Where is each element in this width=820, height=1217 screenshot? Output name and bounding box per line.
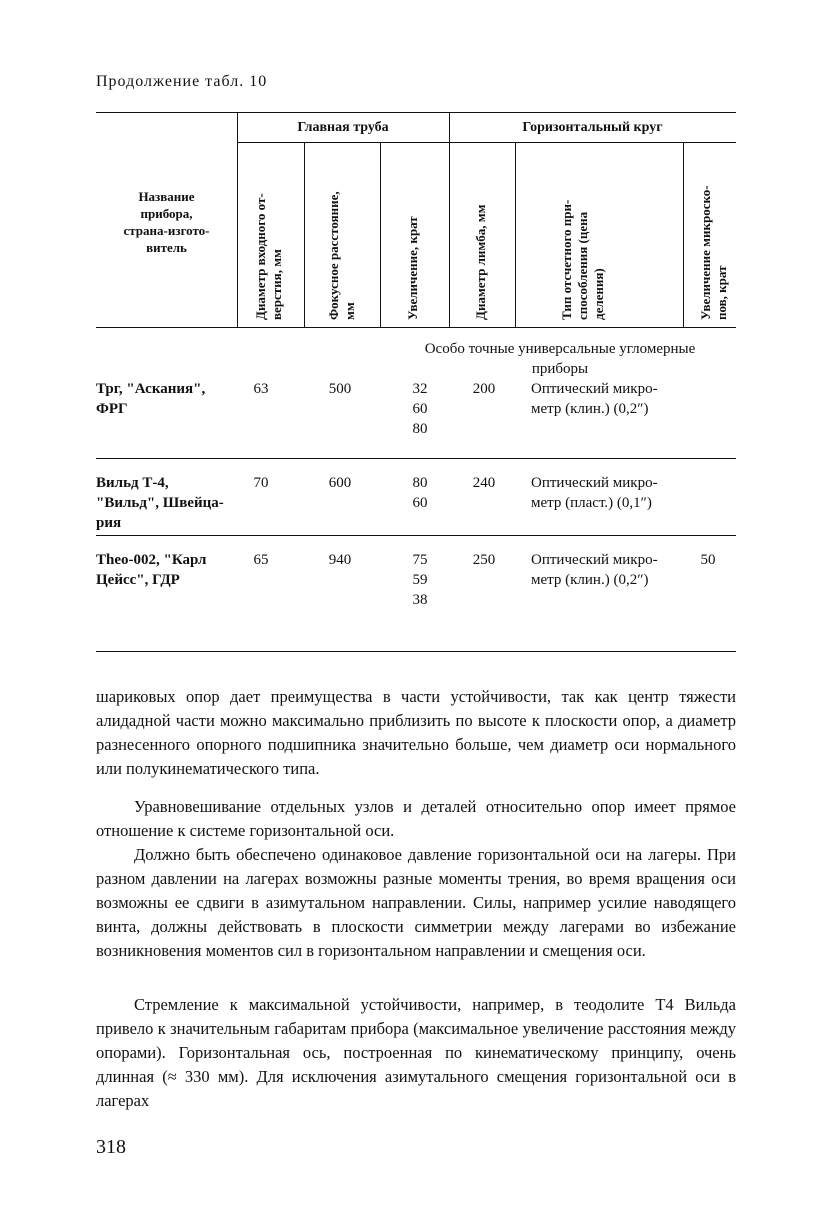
table-section-title: Особо точные универсальные угломерные приборы xyxy=(424,341,696,377)
row-rule-1 xyxy=(96,458,736,459)
table-row-2-limb: 240 xyxy=(472,475,496,491)
table-row-2-focal: 600 xyxy=(328,475,352,491)
col-divider xyxy=(304,142,305,327)
page-header: Продолжение табл. 10 xyxy=(96,73,268,90)
table-row-2-instrument: Вильд Т-4, "Вильд", Швейца- рия xyxy=(96,475,224,531)
table-row-1-aperture: 63 xyxy=(253,381,269,397)
table-row-3-microscope: 50 xyxy=(700,552,716,568)
col-divider xyxy=(515,142,516,327)
table-row-3-aperture: 65 xyxy=(253,552,269,568)
column-header-reading-device: Тип отсчетного при- способления (цена деления) xyxy=(559,199,606,320)
table-row-2-magnification: 80 60 xyxy=(412,475,428,511)
column-header-microscope-magnification: Увеличение микроско- пов, крат xyxy=(698,185,729,320)
table-row-1-instrument: Трг, "Аскания", ФРГ xyxy=(96,381,206,417)
table-row-1-magnification: 32 60 80 xyxy=(412,381,428,437)
table-row-1-limb: 200 xyxy=(472,381,496,397)
table-top-rule xyxy=(96,112,736,113)
table-row-2-aperture: 70 xyxy=(253,475,269,491)
table-bottom-rule xyxy=(96,651,736,652)
paragraph-4: Стремление к максимальной устойчивости, например, в теодолите Т4 Вильда привело к значительным габаритам прибора (максимальное увеличение расстояния между опорами). Горизонтальная ось, построенная по кинематическому принципу, очень длинная (≈ 330 мм). Для исключения азимутального смещения горизонтальной оси в лагерах xyxy=(96,995,736,1110)
column-header-aperture-diameter: Диаметр входного от- верстия, мм xyxy=(253,193,284,320)
col-divider xyxy=(237,112,238,327)
group-rule xyxy=(237,142,736,143)
table-row-3-focal: 940 xyxy=(328,552,352,568)
paragraph-3: Должно быть обеспечено одинаковое давление горизонтальной оси на лагеры. При разном давлении на лагерах возможны разные моменты трения, во время вращения оси возможны ее сдвиги в азимутальном направлении. Силы, например усилие наводящего винта, должны действовать в плоскости симметрии между лагерами во избежание возникновения моментов сил в горизонтальном направлении и смещения оси. xyxy=(96,845,736,960)
table-row-2-reading: Оптический микро- метр (пласт.) (0,1″) xyxy=(531,475,658,511)
table-row-3-magnification: 75 59 38 xyxy=(412,552,428,608)
column-header-limb-diameter: Диаметр лимба, мм xyxy=(473,204,488,320)
column-header-focal-length: Фокусное расстояние, мм xyxy=(326,191,357,320)
row-rule-2 xyxy=(96,535,736,536)
col-divider xyxy=(683,142,684,327)
paragraph-2: Уравновешивание отдельных узлов и деталей относительно опор имеет прямое отношение к системе горизонтальной оси. xyxy=(96,797,736,840)
table-row-3-reading: Оптический микро- метр (клин.) (0,2″) xyxy=(531,552,658,588)
table-row-1-reading: Оптический микро- метр (клин.) (0,2″) xyxy=(531,381,658,417)
page-number: 318 xyxy=(96,1136,126,1158)
column-header-magnification: Увеличение, крат xyxy=(405,216,420,320)
header-bottom-rule xyxy=(96,327,736,328)
group-header-horizontal-circle: Горизонтальный круг xyxy=(522,120,663,135)
paragraph-1: шариковых опор дает преимущества в части устойчивости, так как центр тяжести алидадной части можно максимально приблизить по высоте к плоскости опор, а диаметр разнесенного опорного подшипника значительно больше, чем диаметр оси нормального или полукинематического типа. xyxy=(96,687,736,778)
table-row-3-limb: 250 xyxy=(472,552,496,568)
group-header-main-tube: Главная труба xyxy=(297,120,389,135)
col-divider xyxy=(380,142,381,327)
table-row-1-focal: 500 xyxy=(328,381,352,397)
column-header-name: Название прибора, страна-изгото- витель xyxy=(123,189,210,255)
table-row-3-instrument: Theo-002, "Карл Цейсс", ГДР xyxy=(96,552,207,588)
col-divider xyxy=(449,112,450,327)
